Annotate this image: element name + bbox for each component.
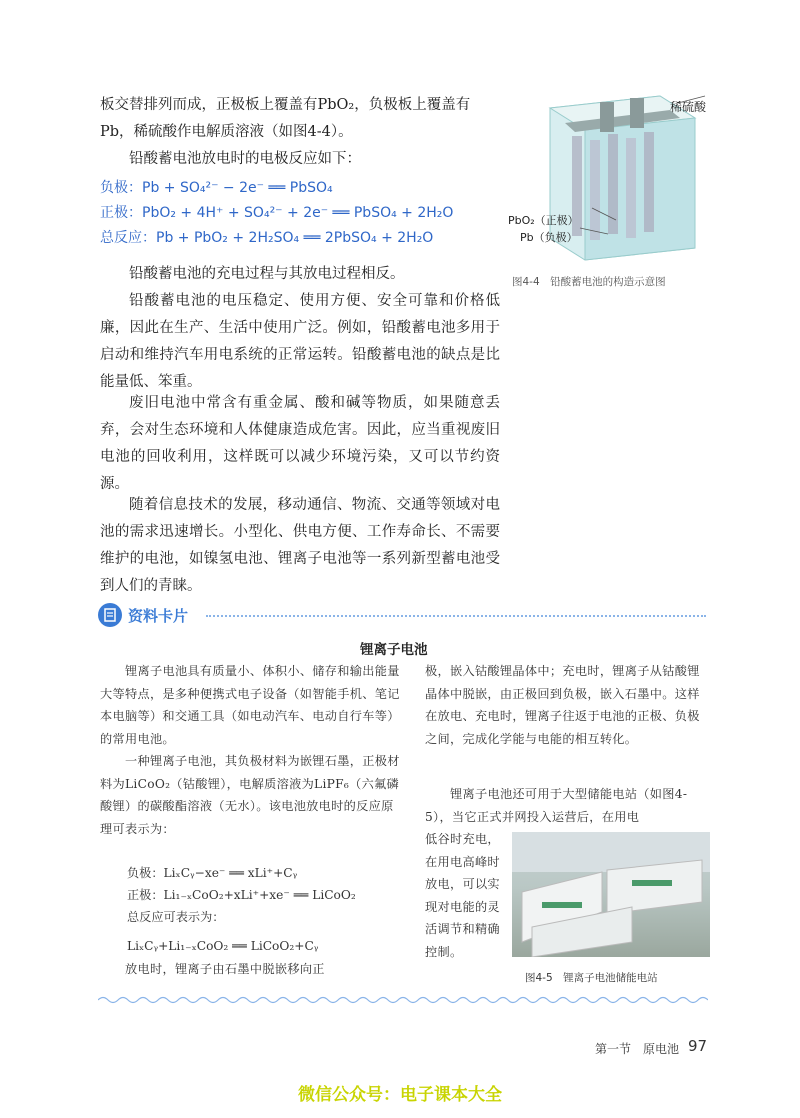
card-right-p3-line: 控制。 bbox=[425, 944, 463, 959]
card-right-p3-line: 现对电能的灵 bbox=[425, 899, 500, 914]
card-formula-total: LiₓCᵧ+Li₁₋ₓCoO₂ ══ LiCoO₂+Cᵧ bbox=[127, 939, 319, 953]
card-bottom-wave bbox=[98, 995, 708, 1005]
card-right-p3 bbox=[425, 828, 515, 963]
fig45-caption: 图4-5 锂离子电池储能电站 bbox=[525, 972, 658, 984]
reaction-pos-eq: PbO₂ + 4H⁺ + SO₄²⁻ + 2e⁻ ══ PbSO₄ + 2H₂O bbox=[142, 205, 454, 221]
card-left-p3: 放电时，锂离子由石墨中脱嵌移向正 bbox=[125, 962, 325, 976]
reaction-total bbox=[100, 228, 433, 249]
card-formula-pos: 正极：Li₁₋ₓCoO₂+xLi⁺+xe⁻ ══ LiCoO₂ bbox=[127, 888, 356, 902]
card-right-p3-line: 低谷时充电， bbox=[425, 832, 500, 846]
card-formula-neg: 负极：LiₓCᵧ−xe⁻ ══ xLi⁺+Cᵧ bbox=[127, 866, 298, 880]
paragraph-1: 铅酸蓄电池的充电过程与其放电过程相反。 bbox=[129, 266, 405, 282]
fig44-label-pbo2: PbO₂（正极） bbox=[508, 214, 579, 227]
card-header-rule bbox=[206, 615, 706, 617]
fig44-caption: 图4-4 铅酸蓄电池的构造示意图 bbox=[512, 276, 666, 288]
reaction-pos-label: 正极： bbox=[100, 205, 142, 221]
fig44-label-acid: 稀硫酸 bbox=[670, 100, 707, 114]
reaction-positive bbox=[100, 203, 453, 224]
card-header bbox=[98, 603, 710, 629]
figure-4-4 bbox=[508, 88, 720, 288]
page-number: 97 bbox=[688, 1037, 708, 1055]
card-right-p3-line: 放电，可以实 bbox=[425, 877, 500, 891]
card-right-p3-line: 活调节和精确 bbox=[425, 922, 500, 936]
card-right-p2: 锂离子电池还可用于大型储能电站（如图4-5），当它正式并网投入运营后，在用电 bbox=[425, 787, 688, 824]
reaction-neg-eq: Pb + SO₄²⁻ − 2e⁻ ══ PbSO₄ bbox=[142, 180, 333, 196]
top-line-2: Pb，稀硫酸作电解质溶液（如图4-4）。 bbox=[100, 124, 353, 140]
document-icon bbox=[98, 603, 122, 627]
fig44-label-pb: Pb（负极） bbox=[520, 231, 578, 244]
card-right-p3-line: 在用电高峰时 bbox=[425, 854, 500, 869]
figure-4-5-photo bbox=[512, 832, 710, 957]
watermark: 微信公众号：电子课本大全 bbox=[298, 1085, 502, 1105]
paragraph-2: 铅酸蓄电池的电压稳定、使用方便、安全可靠和价格低廉，因此在生产、生活中使用广泛。例如，铅酸蓄电池多用于启动和维持汽车用电系统的正常运转。铅酸蓄电池的缺点是比能量低、笨重。 bbox=[100, 293, 500, 390]
top-line-1: 板交替排列而成，正极板上覆盖有PbO₂，负极板上覆盖有 bbox=[100, 97, 471, 113]
top-line-3: 铅酸蓄电池放电时的电极反应如下： bbox=[129, 151, 361, 167]
card-left-p2: 一种锂离子电池，其负极材料为嵌锂石墨，正极材料为LiCoO₂（钴酸锂），电解质溶液为LiPF₆（六氟磷酸锂）的碳酸酯溶液（无水）。该电池放电时的反应原理可表示为： bbox=[100, 754, 400, 836]
reaction-total-eq: Pb + PbO₂ + 2H₂SO₄ ══ 2PbSO₄ + 2H₂O bbox=[156, 230, 434, 246]
reaction-negative bbox=[100, 178, 333, 199]
card-right-p1: 极，嵌入钴酸锂晶体中；充电时，锂离子从钴酸锂晶体中脱嵌，由正极回到负极，嵌入石墨中。这样在放电、充电时，锂离子往返于电池的正极、负极之间，完成化学能与电能的相互转化。 bbox=[425, 664, 700, 746]
card-title: 锂离子电池 bbox=[360, 642, 428, 658]
reaction-neg-label: 负极： bbox=[100, 180, 142, 196]
card-left-p1: 锂离子电池具有质量小、体积小、储存和输出能量大等特点，是多种便携式电子设备（如智能手机、笔记本电脑等）和交通工具（如电动汽车、电动自行车等）的常用电池。 bbox=[100, 664, 400, 746]
card-header-label: 资料卡片 bbox=[128, 607, 189, 625]
paragraph-3: 废旧电池中常含有重金属、酸和碱等物质，如果随意丢弃，会对生态环境和人体健康造成危害。因此，应当重视废旧电池的回收利用，这样既可以减少环境污染，又可以节约资源。 bbox=[100, 395, 500, 492]
reaction-total-label: 总反应： bbox=[100, 230, 156, 246]
card-formula-total-label: 总反应可表示为： bbox=[127, 910, 225, 924]
paragraph-4: 随着信息技术的发展，移动通信、物流、交通等领域对电池的需求迅速增长。小型化、供电方便、工作寿命长、不需要维护的电池，如镍氢电池、锂离子电池等一系列新型蓄电池受到人们的青睐。 bbox=[100, 497, 500, 594]
footer-section: 第一节 原电池 bbox=[595, 1042, 680, 1056]
